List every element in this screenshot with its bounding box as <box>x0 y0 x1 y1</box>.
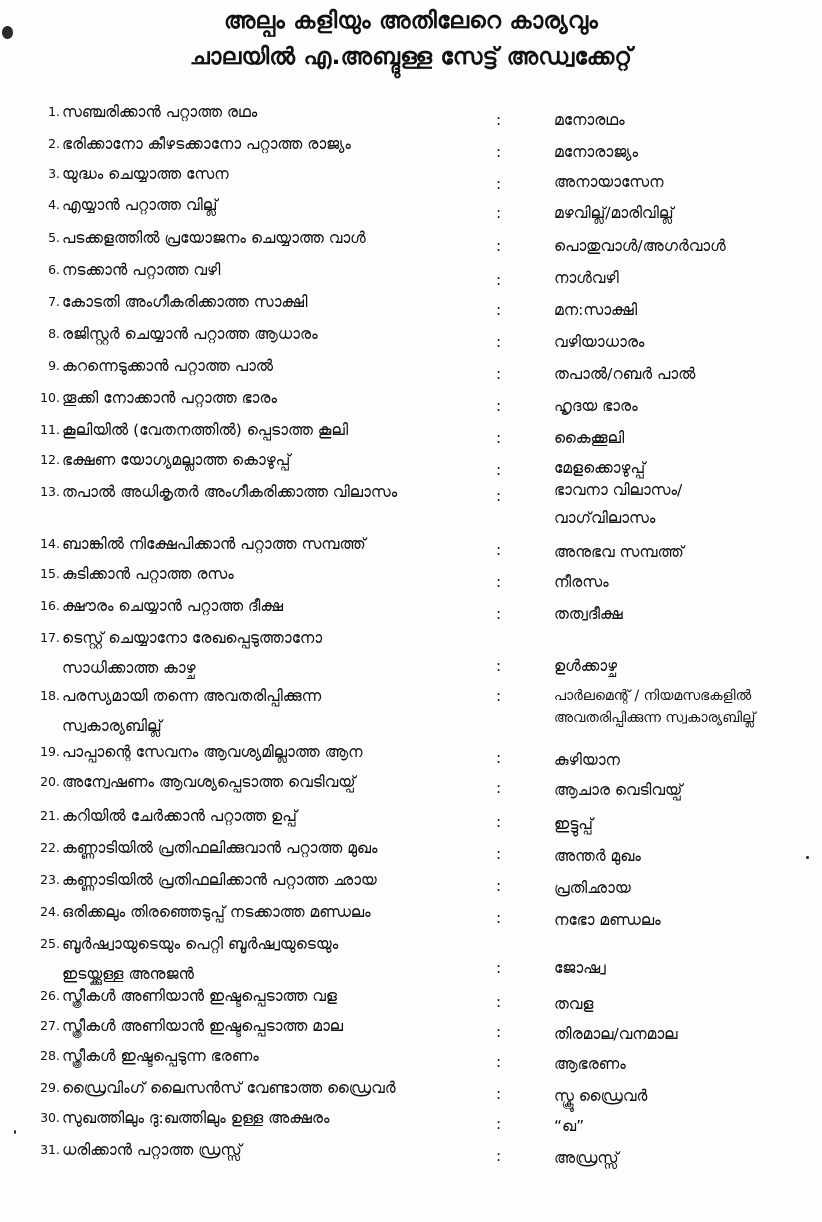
separator-colon: : <box>496 845 502 863</box>
item-number: 18. <box>40 688 60 703</box>
separator-colon: : <box>496 1023 502 1041</box>
item-number: 21. <box>40 808 60 823</box>
item-number: 6. <box>48 262 60 277</box>
question-line: സുഖത്തിലും ദു:ഖത്തിലും ഉള്ള അക്ഷരം <box>62 1109 330 1127</box>
question-line: പരസ്യമായി തന്നെ അവതരിപ്പിക്കുന്ന <box>62 687 322 705</box>
item-number: 13. <box>40 484 60 499</box>
item-answer <box>554 480 816 528</box>
item-number: 25. <box>40 936 60 951</box>
separator-colon: : <box>496 749 502 767</box>
answer-line: നാൾവഴി <box>554 269 619 287</box>
item-number: 10. <box>40 390 60 405</box>
answer-line: ഉൾക്കാഴ്ച <box>554 657 618 675</box>
item-answer <box>554 203 816 223</box>
item-question <box>62 228 487 248</box>
item-answer <box>554 110 816 130</box>
item-question <box>62 324 487 344</box>
question-line: പാപ്പാന്റെ സേവനം ആവശ്യമില്ലാത്ത ആന <box>62 743 363 761</box>
item-answer <box>554 572 816 592</box>
scan-speck <box>14 1130 16 1134</box>
separator-colon: : <box>496 687 502 705</box>
item-question <box>62 420 487 440</box>
item-number: 28. <box>40 1048 60 1063</box>
answer-line: കൈക്കൂലി <box>554 429 625 447</box>
item-question <box>62 686 487 736</box>
item-number: 3. <box>48 166 60 181</box>
separator-colon: : <box>496 605 502 623</box>
question-line: ബൂർഷ്വായുടെയും പെറ്റി ബൂർഷ്വയുടെയും <box>62 935 339 953</box>
item-question <box>62 388 487 408</box>
answer-line: അവതരിപ്പിക്കുന്ന സ്വകാര്യബില്ല് <box>554 710 756 726</box>
item-question <box>62 164 487 184</box>
answer-line: പാർലമെന്റ് / നിയമസഭകളിൽ <box>554 688 752 704</box>
separator-colon: : <box>496 204 502 222</box>
separator-colon: : <box>496 909 502 927</box>
item-number: 2. <box>48 136 60 151</box>
item-number: 17. <box>40 630 60 645</box>
question-line: ക്ഷൗരം ചെയ്യാൻ പറ്റാത്ത ദീക്ഷ <box>62 597 284 615</box>
answer-line: തവള <box>554 995 594 1013</box>
separator-colon: : <box>496 365 502 383</box>
answer-line: ആചാര വെടിവയ്പ് <box>554 781 683 799</box>
question-line: ഇടയ്ക്കുള്ള അനുജൻ <box>62 965 194 983</box>
answer-line: നീരസം <box>554 573 609 591</box>
separator-colon: : <box>496 959 502 977</box>
answer-line: മഴവില്ല്/മാരിവില്ല് <box>554 204 674 222</box>
item-question <box>62 1016 487 1036</box>
separator-colon: : <box>496 333 502 351</box>
question-line: സ്വകാര്യബില്ല് <box>62 717 162 735</box>
question-line: ഡ്രൈവിംഗ് ലൈസൻസ് വേണ്ടാത്ത ഡ്രൈവർ <box>62 1079 396 1097</box>
item-question <box>62 934 487 984</box>
item-answer <box>554 396 816 416</box>
answer-line: ആഭരണം <box>554 1055 626 1073</box>
question-line: ധരിക്കാൻ പറ്റാത്ത ഡ്രസ്സ് <box>62 1141 242 1159</box>
item-answer <box>554 846 816 866</box>
question-line: ടെസ്റ്റ് ചെയ്യാനോ രേഖപ്പെടുത്താനോ <box>62 629 323 647</box>
item-question <box>62 260 487 280</box>
item-answer <box>554 1086 816 1106</box>
item-number: 8. <box>48 326 60 341</box>
answer-line: തപാൽ/റബർ പാൽ <box>554 365 696 383</box>
item-question <box>62 450 487 470</box>
item-answer <box>554 750 816 770</box>
item-question <box>62 534 487 554</box>
question-line: കറന്നെടുക്കാൻ പറ്റാത്ത പാൽ <box>62 357 274 375</box>
separator-colon: : <box>496 271 502 289</box>
item-answer <box>554 686 816 728</box>
separator-colon: : <box>496 461 502 479</box>
item-answer <box>554 780 816 800</box>
item-question <box>62 1140 487 1160</box>
question-line: സ്ത്രീകൾ ഇഷ്ടപ്പെടുന്ന ഭരണം <box>62 1047 259 1065</box>
question-line: തൂക്കി നോക്കാൻ പറ്റാത്ത ഭാരം <box>62 389 277 407</box>
item-answer <box>554 656 816 676</box>
separator-colon: : <box>496 237 502 255</box>
answer-line: വാഗ്‌വിലാസം <box>554 509 656 527</box>
question-line: കറിയിൽ ചേർക്കാൻ പറ്റാത്ത ഉപ്പ് <box>62 807 297 825</box>
item-answer <box>554 332 816 352</box>
item-question <box>62 195 487 215</box>
item-number: 14. <box>40 536 60 551</box>
item-answer <box>554 236 816 256</box>
item-question <box>62 806 487 826</box>
answer-line: വഴിയാധാരം <box>554 333 645 351</box>
item-question <box>62 870 487 890</box>
answer-line: തത്വദീക്ഷ <box>554 605 623 623</box>
question-line: കോടതി അംഗീകരിക്കാത്ത സാക്ഷി <box>62 293 308 311</box>
item-question <box>62 356 487 376</box>
answer-line: അന്തർ മുഖം <box>554 847 641 865</box>
item-answer <box>554 1148 816 1168</box>
item-question <box>62 838 487 858</box>
item-question <box>62 1078 487 1098</box>
question-line: എയ്യാൻ പറ്റാത്ത വില്ല് <box>62 196 218 214</box>
item-answer <box>554 458 816 478</box>
item-answer <box>554 910 816 930</box>
item-question <box>62 596 487 616</box>
item-question <box>62 564 487 584</box>
item-question <box>62 1046 487 1066</box>
item-number: 30. <box>40 1110 60 1125</box>
item-number: 7. <box>48 294 60 309</box>
answer-line: ഹൃദയ ഭാരം <box>554 397 638 415</box>
item-answer <box>554 142 816 162</box>
item-answer <box>554 958 816 978</box>
separator-colon: : <box>496 1053 502 1071</box>
item-answer <box>554 542 816 562</box>
item-question <box>62 902 487 922</box>
item-answer <box>554 268 816 288</box>
separator-colon: : <box>496 541 502 559</box>
question-line: നടക്കാൻ പറ്റാത്ത വഴി <box>62 261 221 279</box>
item-question <box>62 482 487 502</box>
item-number: 27. <box>40 1018 60 1033</box>
item-number: 12. <box>40 452 60 467</box>
item-answer <box>554 604 816 624</box>
answer-line: കുഴിയാന <box>554 751 620 769</box>
item-answer <box>554 814 816 834</box>
answer-line: മനോരാജ്യം <box>554 143 638 161</box>
separator-colon: : <box>496 1085 502 1103</box>
item-answer <box>554 994 816 1014</box>
item-question <box>62 628 487 678</box>
scan-speck <box>806 856 809 859</box>
item-number: 16. <box>40 598 60 613</box>
question-line: പടക്കളത്തിൽ പ്രയോജനം ചെയ്യാത്ത വാൾ <box>62 229 366 247</box>
separator-colon: : <box>496 657 502 675</box>
separator-colon: : <box>496 487 502 505</box>
item-number: 24. <box>40 904 60 919</box>
question-line: യുദ്ധം ചെയ്യാത്ത സേന <box>62 165 229 183</box>
question-line: സഞ്ചരിക്കാൻ പറ്റാത്ത രഥം <box>62 103 258 121</box>
question-line: ബാങ്കിൽ നിക്ഷേപിക്കാൻ പറ്റാത്ത സമ്പത്ത് <box>62 535 366 553</box>
answer-line: തിരമാല/വനമാല <box>554 1025 678 1043</box>
scan-speck <box>2 26 13 39</box>
separator-colon: : <box>496 1115 502 1133</box>
answer-line: സ്ക്രൂ ഡ്രൈവർ <box>554 1087 648 1105</box>
item-number: 4. <box>48 197 60 212</box>
separator-colon: : <box>496 993 502 1011</box>
separator-colon: : <box>496 779 502 797</box>
answer-line: പ്രതിഛായ <box>554 879 631 897</box>
question-line: കണ്ണാടിയിൽ പ്രതിഫലിക്കുവാൻ പറ്റാത്ത മുഖം <box>62 839 378 857</box>
item-question <box>62 292 487 312</box>
item-number: 22. <box>40 840 60 855</box>
question-line: ഒരിക്കലും തിരഞ്ഞെടുപ്പ് നടക്കാത്ത മണ്ഡലം <box>62 903 371 921</box>
question-line: രജിസ്റ്റർ ചെയ്യാൻ പറ്റാത്ത ആധാരം <box>62 325 318 343</box>
separator-colon: : <box>496 143 502 161</box>
item-number: 20. <box>40 774 60 789</box>
question-line: കൂലിയിൽ (വേതനത്തിൽ) പ്പെടാത്ത കൂലി <box>62 421 349 439</box>
item-number: 1. <box>48 104 60 119</box>
item-number: 9. <box>48 358 60 373</box>
page-title: അല്പം കളിയും അതിലേറെ കാര്യവും <box>223 8 599 34</box>
item-number: 15. <box>40 566 60 581</box>
answer-line: മന:സാക്ഷി <box>554 301 638 319</box>
answer-line: അഡ്രസ്സ് <box>554 1149 619 1167</box>
item-number: 26. <box>40 988 60 1003</box>
item-number: 5. <box>48 230 60 245</box>
separator-colon: : <box>496 111 502 129</box>
question-line: കുടിക്കാൻ പറ്റാത്ത രസം <box>62 565 234 583</box>
separator-colon: : <box>496 573 502 591</box>
item-number: 31. <box>40 1142 60 1157</box>
item-answer <box>554 1054 816 1074</box>
separator-colon: : <box>496 1147 502 1165</box>
item-question <box>62 772 487 792</box>
question-line: സ്ത്രീകൾ അണിയാൻ ഇഷ്ടപ്പെടാത്ത മാല <box>62 1017 344 1035</box>
question-line: ഭരിക്കാനോ കീഴടക്കാനോ പറ്റാത്ത രാജ്യം <box>62 135 351 153</box>
page-subtitle: ചാലയിൽ എ.അബ്ദുള്ള സേട്ട് അഡ്വക്കേറ്റ് <box>189 44 633 70</box>
answer-line: പൊതുവാൾ/അഗർവാൾ <box>554 237 726 255</box>
item-number: 23. <box>40 872 60 887</box>
answer-line: ഇട്ടുപ്പ് <box>554 815 593 833</box>
separator-colon: : <box>496 175 502 193</box>
question-line: തപാൽ അധികൃതർ അംഗീകരിക്കാത്ത വിലാസം <box>62 483 398 501</box>
item-number: 11. <box>40 422 60 437</box>
item-question <box>62 134 487 154</box>
separator-colon: : <box>496 301 502 319</box>
item-answer <box>554 878 816 898</box>
answer-line: മനോരഥം <box>554 111 625 129</box>
answer-line: നഭോ മണ്ഡലം <box>554 911 661 929</box>
item-answer <box>554 172 816 192</box>
question-line: കണ്ണാടിയിൽ പ്രതിഫലിക്കാൻ പറ്റാത്ത ഛായ <box>62 871 377 889</box>
answer-line: അനായാസേന <box>554 173 664 191</box>
item-number: 29. <box>40 1080 60 1095</box>
item-answer <box>554 1116 816 1136</box>
item-question <box>62 742 487 762</box>
question-line: അന്വേഷണം ആവശ്യപ്പെടാത്ത വെടിവയ്പ് <box>62 773 356 791</box>
item-question <box>62 986 487 1006</box>
answer-line: മേളക്കൊഴുപ്പ് <box>554 459 646 477</box>
separator-colon: : <box>496 397 502 415</box>
question-line: സ്ത്രീകൾ അണിയാൻ ഇഷ്ടപ്പെടാത്ത വള <box>62 987 337 1005</box>
item-question <box>62 102 487 122</box>
question-line: ഭക്ഷണ യോഗ്യമല്ലാത്ത കൊഴുപ്പ് <box>62 451 291 469</box>
question-line: സാധിക്കാത്ത കാഴ്ച <box>62 659 196 677</box>
item-answer <box>554 300 816 320</box>
separator-colon: : <box>496 877 502 895</box>
separator-colon: : <box>496 429 502 447</box>
item-answer <box>554 364 816 384</box>
item-question <box>62 1108 487 1128</box>
item-number: 19. <box>40 744 60 759</box>
item-answer <box>554 1024 816 1044</box>
separator-colon: : <box>496 813 502 831</box>
answer-line: ഭാവനാ വിലാസം/ <box>554 481 683 499</box>
answer-line: അനുഭവ സമ്പത്ത് <box>554 543 684 561</box>
item-answer <box>554 428 816 448</box>
answer-line: ജോഷ്വ <box>554 959 606 977</box>
answer-line: “ഖ” <box>554 1117 585 1135</box>
